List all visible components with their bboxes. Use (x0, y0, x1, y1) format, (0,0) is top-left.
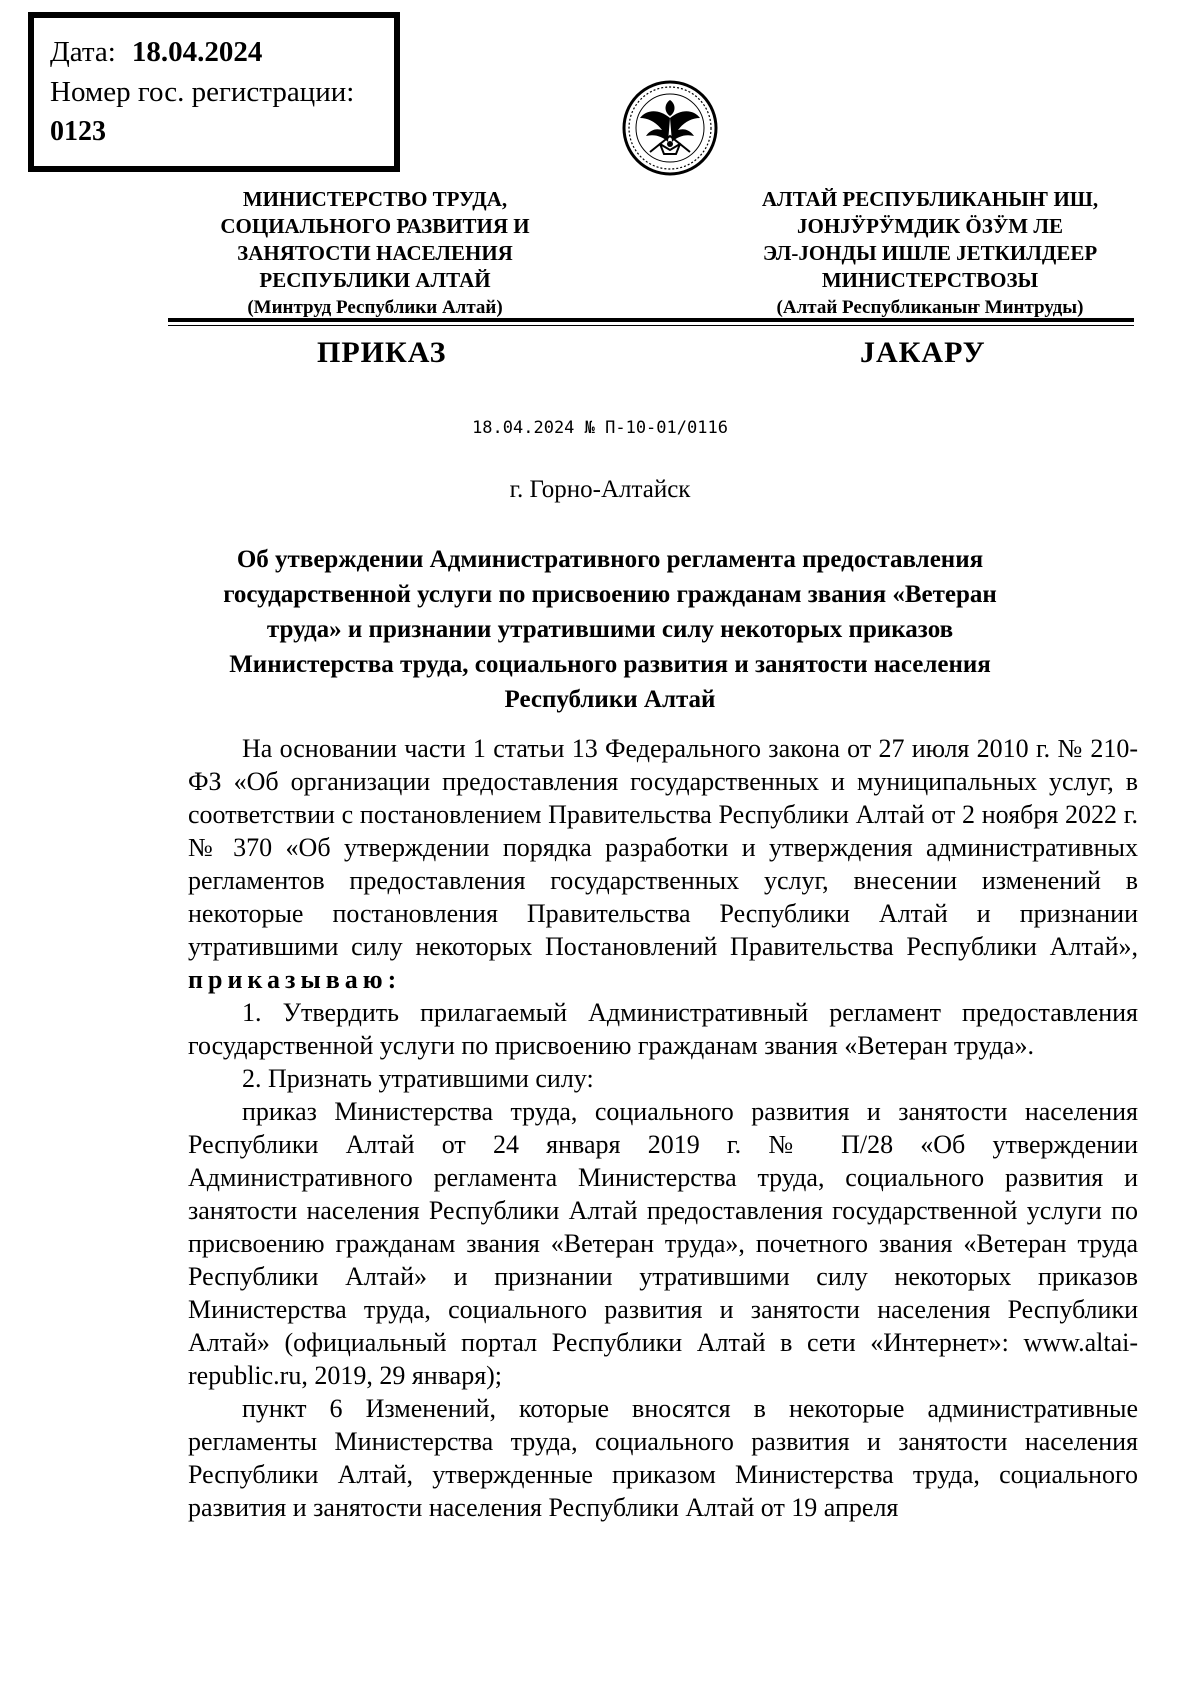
header-divider (168, 318, 1134, 322)
ministry-ru-short-name: (Минтруд Республики Алтай) (247, 297, 503, 318)
registration-date-label: Дата: (50, 36, 116, 68)
registration-number-value: 0123 (50, 116, 106, 147)
ministry-name-russian (175, 186, 575, 321)
preamble-paragraph (188, 732, 1138, 996)
ministry-alt-line: МИНИСТЕРСТВОЗЫ (821, 268, 1039, 292)
header-divider-thin (168, 325, 1134, 326)
ministry-ru-line: ЗАНЯТОСТИ НАСЕЛЕНИЯ (237, 241, 513, 265)
ministry-alt-line: ЈОНЈӰРӰМДИК ӦЗӰМ ЛЕ (797, 214, 1063, 238)
registration-date-row (50, 32, 394, 72)
altai-republic-coat-of-arms-icon (620, 78, 720, 178)
ministry-alt-line: АЛТАЙ РЕСПУБЛИКАНЫҤ ИШ, (761, 187, 1099, 211)
ministry-ru-line: РЕСПУБЛИКИ АЛТАЙ (259, 268, 491, 292)
orders-keyword: приказываю: (188, 965, 402, 994)
ministry-name-altai (735, 186, 1125, 321)
order-heading-line: Республики Алтай (504, 686, 716, 713)
repealed-order-paragraph: приказ Министерства труда, социального развития и занятости населения Республики Алтай от 24 января 2019 г. № П/28 «Об утверждении Административного регламента Министерства труда, социального развития и занятости населения Республики Алтай предоставления государственной услуги по присвоению гражданам звания «Ветеран труда», почетного звания «Ветеран труда Республики Алтай» и признании утратившими силу некоторых приказов Министерства труда, социального развития и занятости населения Республики Алтай» (официальный портал Республики Алтай в сети «Интернет»: www.altai-republic.ru, 2019, 29 января); (188, 1097, 1138, 1390)
order-heading-line: труда» и признании утратившими силу некоторых приказов (266, 616, 954, 643)
document-type-russian: ПРИКАЗ (317, 336, 447, 369)
item-2-paragraph: 2. Признать утратившими силу: (242, 1064, 594, 1093)
order-heading-line: Об утверждении Административного регламента предоставления (236, 546, 984, 573)
registration-number-label: Номер гос. регистрации: (50, 76, 355, 108)
order-heading-line: государственной услуги по присвоению гражданам звания «Ветеран (223, 581, 997, 608)
city-name: г. Горно-Алтайск (509, 476, 691, 503)
item-1-paragraph: 1. Утвердить прилагаемый Административный регламент предоставления государственной услуги по присвоению гражданам звания «Ветеран труда». (188, 998, 1138, 1060)
ministry-alt-short-name: (Алтай Республиканыҥ Минтруды) (776, 297, 1084, 318)
document-type-altai: ЈАКАРУ (860, 336, 986, 369)
ministry-ru-line: МИНИСТЕРСТВО ТРУДА, (242, 187, 508, 211)
document-body (188, 732, 1138, 1524)
preamble-text: На основании части 1 статьи 13 Федерального закона от 27 июля 2010 г. № 210-ФЗ «Об организации предоставления государственных и муниципальных услуг, в соответствии с постановлением Правительства Республики Алтай от 2 ноября 2022 г. № 370 «Об утверждении порядка разработки и утверждения административных регламентов предоставления государственных услуг, внесении изменений в некоторые постановления Правительства Республики Алтай и признании утратившими силу некоторых Постановлений Правительства Республики Алтай», (188, 734, 1138, 961)
registration-stamp-box (28, 12, 400, 172)
ministry-ru-line: СОЦИАЛЬНОГО РАЗВИТИЯ И (220, 214, 530, 238)
registration-date-value: 18.04.2024 (131, 36, 263, 68)
order-date-number: 18.04.2024 № П-10-01/0116 (472, 418, 728, 438)
order-heading-line: Министерства труда, социального развития и занятости населения (229, 651, 991, 678)
ministry-alt-line: ЭЛ-ЈОНДЫ ИШЛЕ ЈЕТКИЛДЕЕР (762, 241, 1098, 265)
order-heading (180, 542, 1040, 717)
repealed-clause-paragraph: пункт 6 Изменений, которые вносятся в некоторые административные регламенты Министерства труда, социального развития и занятости населения Республики Алтай, утвержденные приказом Министерства труда, социального развития и занятости населения Республики Алтай от 19 апреля (188, 1394, 1138, 1522)
